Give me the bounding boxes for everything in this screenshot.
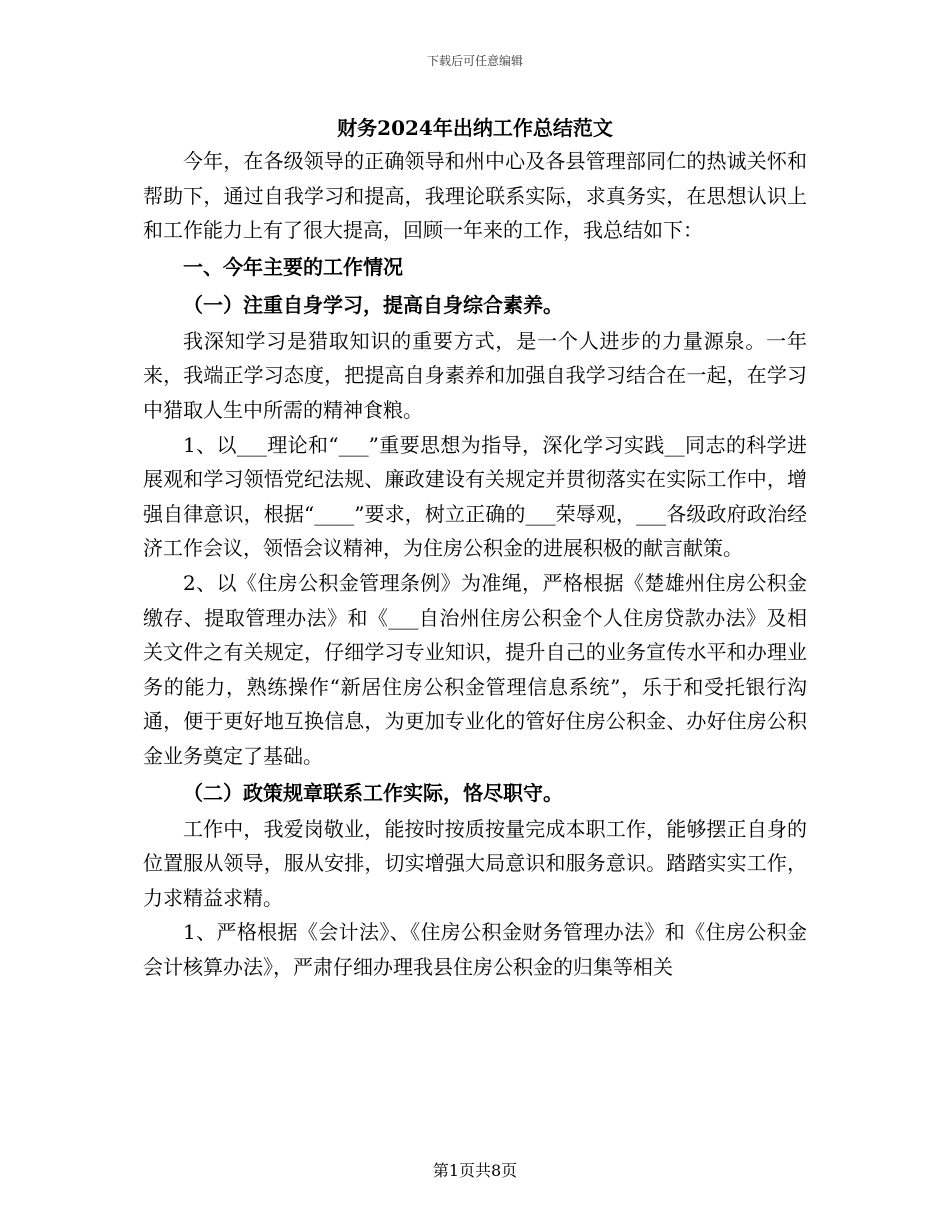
subsection-heading-1: （一）注重自身学习，提高自身综合素养。 bbox=[183, 292, 563, 317]
body-paragraph: 工作中，我爱岗敬业，能按时按质按量完成本职工作，能够摆正自身的位置服从领导，服从安排，切实增强大局意识和服务意识。踏踏实实工作，力求精益求精。 bbox=[143, 816, 807, 910]
document-body bbox=[143, 112, 807, 984]
body-paragraph: 2、以《住房公积金管理条例》为准绳，严格根据《楚雄州住房公积金缴存、提取管理办法》和《___自治州住房公积金个人住房贷款办法》及相关文件之有关规定，仔细学习专业知识，提升自己的业务宣传水平和办理业务的能力，熟练操作“新居住房公积金管理信息系统”，乐于和受托银行沟通，便于更好地互换信息，为更加专业化的管好住房公积金、办好住房公积金业务奠定了基础。 bbox=[143, 570, 807, 768]
intro-paragraph: 今年，在各级领导的正确领导和州中心及各县管理部同仁的热诚关怀和帮助下，通过自我学习和提高，我理论联系实际，求真务实，在思想认识上和工作能力上有了很大提高，回顾一年来的工作，我总结如下： bbox=[143, 149, 807, 243]
body-paragraph: 1、严格根据《会计法》、《住房公积金财务管理办法》和《住房公积金会计核算办法》，严肃仔细办理我县住房公积金的归集等相关 bbox=[143, 920, 807, 979]
subsection-heading-2: （二）政策规章联系工作实际，恪尽职守。 bbox=[183, 780, 563, 805]
body-paragraph: 我深知学习是猎取知识的重要方式，是一个人进步的力量源泉。一年来，我端正学习态度，把提高自身素养和加强自我学习结合在一起，在学习中猎取人生中所需的精神食粮。 bbox=[143, 328, 807, 422]
body-paragraph: 1、以___理论和“___”重要思想为指导，深化学习实践__同志的科学进展观和学习领悟党纪法规、廉政建设有关规定并贯彻落实在实际工作中，增强自律意识，根据“____”要求，树立正确的___荣辱观，___各级政府政治经济工作会议，领悟会议精神，为住房公积金的进展积极的献言献策。 bbox=[143, 432, 807, 561]
header-note: 下载后可任意编辑 bbox=[426, 54, 523, 68]
document-title: 财务2024年出纳工作总结范文 bbox=[337, 116, 613, 140]
page-footer: 第1页共8页 bbox=[432, 1161, 518, 1180]
section-heading-1: 一、今年主要的工作情况 bbox=[183, 254, 403, 279]
